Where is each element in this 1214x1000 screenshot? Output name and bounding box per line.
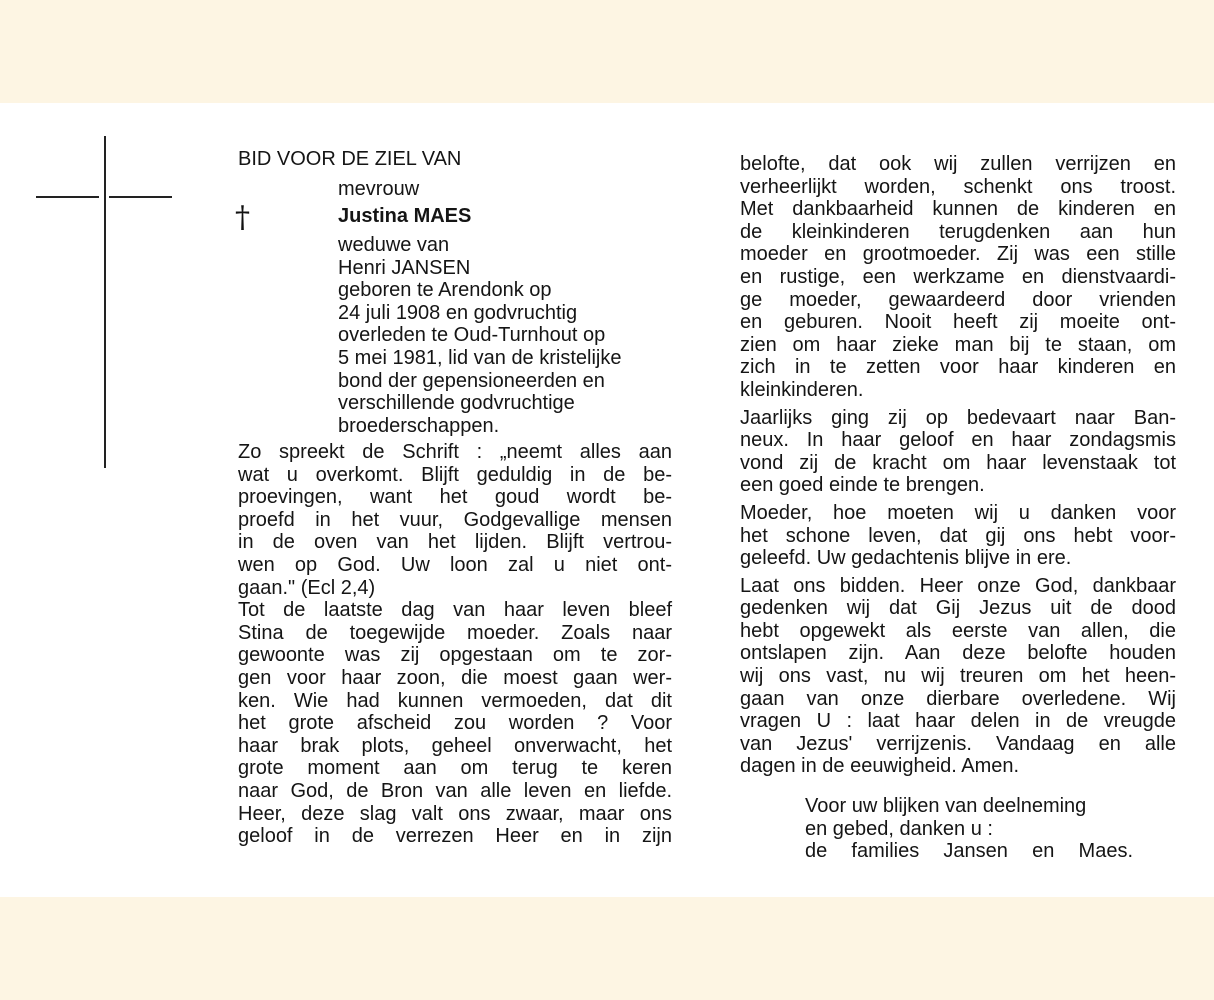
story-line: gen voor haar zoon, die moest gaan wer- — [238, 666, 672, 689]
intro-line: 24 juli 1908 en godvruchtig — [338, 301, 578, 324]
text-line: wij ons vast, nu wij treuren om het heen- — [740, 665, 1176, 688]
text-line: ontslapen zijn. Aan deze belofte houden — [740, 642, 1176, 665]
text-line: een goed einde te brengen. — [740, 474, 985, 497]
story-line: ken. Wie had kunnen vermoeden, dat dit — [238, 689, 672, 712]
intro-line: weduwe van — [338, 234, 450, 256]
text-line: en rustige, een werkzame en dienstvaardi- — [740, 265, 1176, 288]
scripture-line: Zo spreekt de Schrift : „neemt alles aan — [238, 441, 672, 463]
scripture-line: gaan." (Ecl 2,4) — [238, 576, 376, 599]
text-line: Laat ons bidden. Heer onze God, dankbaar — [740, 574, 1176, 597]
left-column — [238, 441, 672, 848]
text-line: zien om haar zieke man bij te staan, om — [740, 333, 1176, 356]
thanks-line: en gebed, danken u : — [805, 817, 993, 840]
text-line: gaan van onze dierbare overledene. Wij — [740, 687, 1176, 710]
text-line: de kleinkinderen terugdenken aan hun — [740, 220, 1176, 243]
text-line: geleefd. Uw gedachtenis blijve in ere. — [740, 547, 1072, 570]
intro-line: overleden te Oud-Turnhout op — [338, 324, 606, 347]
cross-icon — [104, 136, 106, 468]
story-line: Stina de toegewijde moeder. Zoals naar — [238, 621, 672, 644]
deceased-name: Justina MAES — [338, 205, 472, 227]
text-line: moeder en grootmoeder. Zij was een stille — [740, 243, 1176, 266]
story-line: gewoonte was zij opgestaan om te zor- — [238, 644, 672, 667]
story-line: Heer, deze slag valt ons zwaar, maar ons — [238, 802, 672, 825]
text-line: dagen in de eeuwigheid. Amen. — [740, 755, 1020, 778]
scripture-line: wen op God. Uw loon zal u niet ont- — [238, 553, 672, 576]
title-mevrouw: mevrouw — [338, 178, 420, 200]
story-line: naar God, de Bron van alle leven en liefde. — [238, 779, 672, 802]
text-line: zich in te zetten voor haar kinderen en — [740, 356, 1176, 379]
text-line: verheerlijkt worden, schenkt ons troost. — [740, 175, 1176, 198]
intro-line: 5 mei 1981, lid van de kristelijke — [338, 346, 622, 369]
text-line: kleinkinderen. — [740, 378, 864, 401]
intro-block — [338, 234, 621, 437]
text-line: het schone leven, dat gij ons hebt voor- — [740, 524, 1176, 547]
story-line: haar brak plots, geheel onverwacht, het — [238, 734, 672, 757]
text-line: vond zij de kracht om haar levenstaak tot — [740, 451, 1176, 474]
text-line: belofte, dat ook wij zullen verrijzen en — [740, 153, 1176, 175]
story-line: grote moment aan om terug te keren — [238, 757, 672, 780]
thanks-line: de families Jansen en Maes. — [805, 840, 1133, 863]
text-line: vragen U : laat haar delen in de vreugde — [740, 710, 1176, 733]
text-line: van Jezus' verrijzenis. Vandaag en alle — [740, 732, 1176, 755]
thanks-block — [805, 795, 1133, 863]
intro-line: Henri JANSEN — [338, 256, 471, 279]
right-column — [740, 153, 1176, 778]
cross-arm-right — [109, 196, 172, 198]
cross-arm-left — [36, 196, 99, 198]
text-line: Jaarlijks ging zij op bedevaart naar Ban- — [740, 406, 1176, 429]
text-line: Moeder, hoe moeten wij u danken voor — [740, 501, 1176, 524]
intro-line: verschillende godvruchtige — [338, 392, 575, 415]
intro-line: bond der gepensioneerden en — [338, 369, 605, 392]
scripture-line: in de oven van het lijden. Blijft vertrou- — [238, 531, 672, 554]
dagger-icon: † — [235, 200, 250, 235]
bid-heading: BID VOOR DE ZIEL VAN — [238, 148, 462, 170]
text-line: gedenken wij dat Gij Jezus uit de dood — [740, 597, 1176, 620]
text-line: hebt opgewekt als eerste van allen, die — [740, 619, 1176, 642]
scripture-line: proevingen, want het goud wordt be- — [238, 486, 672, 509]
text-line: en geburen. Nooit heeft zij moeite ont- — [740, 311, 1176, 334]
story-line: geloof in de verrezen Heer en in zijn — [238, 825, 672, 848]
text-line: Met dankbaarheid kunnen de kinderen en — [740, 198, 1176, 221]
intro-line: geboren te Arendonk op — [338, 279, 552, 302]
scripture-line: proefd in het vuur, Godgevallige mensen — [238, 508, 672, 531]
story-line: het grote afscheid zou worden ? Voor — [238, 712, 672, 735]
thanks-line: Voor uw blijken van deelneming — [805, 795, 1087, 817]
scripture-line: wat u overkomt. Blijft geduldig in de be- — [238, 463, 672, 486]
story-line: Tot de laatste dag van haar leven bleef — [238, 599, 672, 622]
text-line: neux. In haar geloof en haar zondagsmis — [740, 429, 1176, 452]
text-line: ge moeder, gewaardeerd door vrienden — [740, 288, 1176, 311]
intro-line: broederschappen. — [338, 414, 500, 437]
